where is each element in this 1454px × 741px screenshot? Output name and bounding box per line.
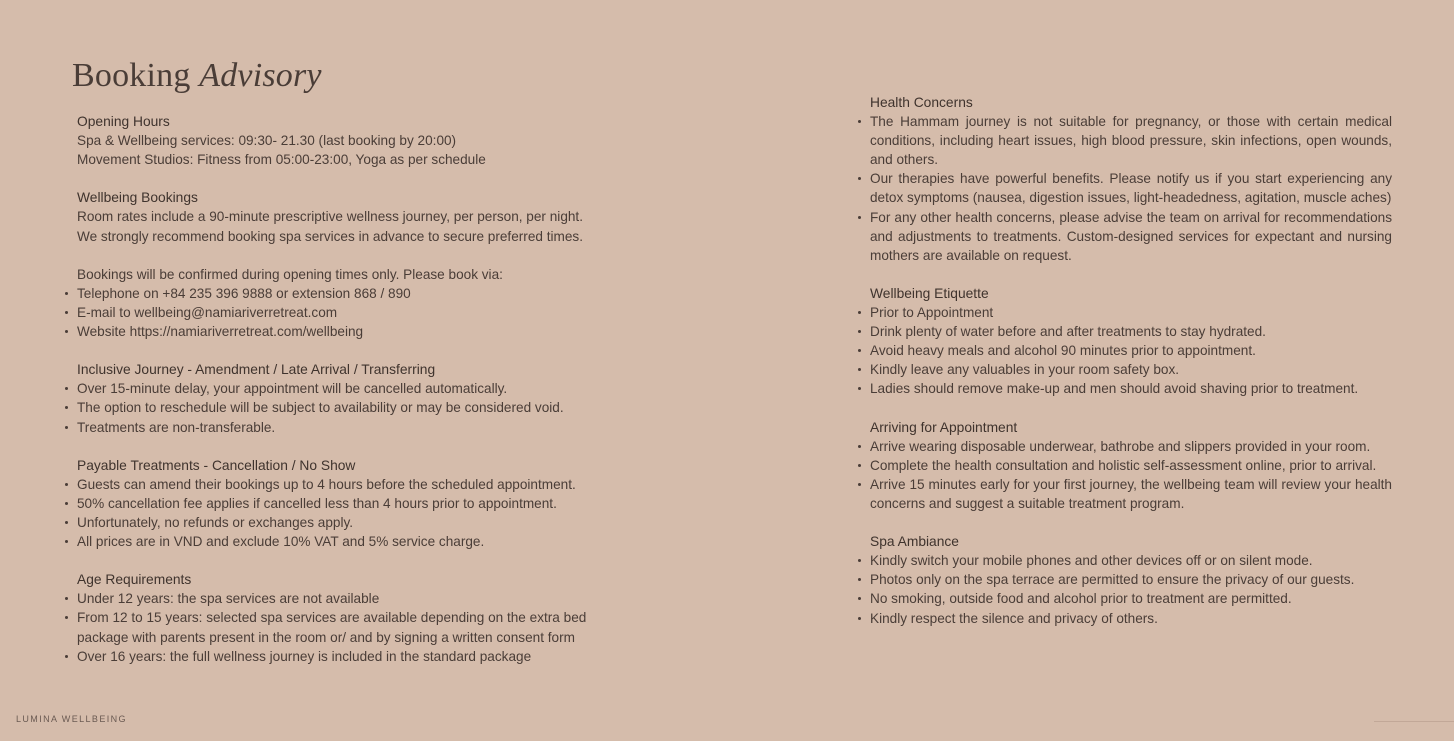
list-item: Website https://namiariverretreat.com/wellbeing (77, 322, 637, 341)
list-item: Kindly leave any valuables in your room safety box. (870, 360, 1392, 379)
left-column (77, 112, 637, 685)
text-line: Bookings will be confirmed during opening times only. Please book via: (77, 266, 503, 282)
list-item: The Hammam journey is not suitable for pregnancy, or those with certain medical conditions, including heart issues, high blood pressure, skin infections, open wounds, and others. (870, 112, 1392, 169)
payable-treatments-list (77, 475, 637, 551)
list-item: Kindly switch your mobile phones and other devices off or on silent mode. (870, 551, 1392, 570)
list-item: Avoid heavy meals and alcohol 90 minutes prior to appointment. (870, 341, 1392, 360)
inclusive-journey-list (77, 379, 637, 436)
text-line: Spa & Wellbeing services: 09:30- 21.30 (last booking by 20:00) (77, 133, 457, 149)
list-item: Guests can amend their bookings up to 4 hours before the scheduled appointment. (77, 475, 637, 494)
section-title: Wellbeing Bookings (77, 190, 198, 206)
list-item: Drink plenty of water before and after treatments to stay hydrated. (870, 322, 1392, 341)
section-wellbeing-etiquette (870, 284, 1392, 399)
list-item: Ladies should remove make-up and men should avoid shaving prior to treatment. (870, 379, 1392, 398)
section-title: Arriving for Appointment (870, 419, 1018, 435)
list-item: Treatments are non-transferable. (77, 418, 637, 437)
list-item: For any other health concerns, please advise the team on arrival for recommendations and adjustments to treatments. Custom-designed services for expectant and nursing mothers are available on request. (870, 208, 1392, 265)
page-title (72, 56, 322, 96)
list-item: Arrive 15 minutes early for your first journey, the wellbeing team will review your health concerns and suggest a suitable treatment program. (870, 475, 1392, 513)
footer-divider (1374, 721, 1454, 722)
section-title: Payable Treatments - Cancellation / No Show (77, 457, 356, 473)
title-italic: Advisory (199, 57, 322, 94)
list-item: E-mail to wellbeing@namiariverretreat.com (77, 303, 637, 322)
section-health-concerns (870, 93, 1392, 265)
list-item: 50% cancellation fee applies if cancelled less than 4 hours prior to appointment. (77, 494, 637, 513)
text-line: Movement Studios: Fitness from 05:00-23:00, Yoga as per schedule (77, 152, 486, 168)
wellbeing-etiquette-list (870, 303, 1392, 398)
section-title: Health Concerns (870, 95, 973, 110)
list-item: Over 15-minute delay, your appointment will be cancelled automatically. (77, 379, 637, 398)
section-title: Wellbeing Etiquette (870, 285, 989, 301)
age-requirements-list (77, 589, 637, 665)
right-column (870, 93, 1392, 647)
section-title: Inclusive Journey - Amendment / Late Arrival / Transferring (77, 362, 436, 378)
footer-brand: LUMINA WELLBEING (16, 714, 127, 724)
section-wellbeing-bookings (77, 188, 637, 341)
title-main: Booking (72, 57, 191, 94)
health-concerns-list (870, 112, 1392, 265)
list-item: Photos only on the spa terrace are permitted to ensure the privacy of our guests. (870, 570, 1392, 589)
section-title: Opening Hours (77, 114, 170, 129)
list-item: Arrive wearing disposable underwear, bathrobe and slippers provided in your room. (870, 437, 1392, 456)
list-item: Kindly respect the silence and privacy of others. (870, 609, 1392, 628)
booking-methods-list (77, 284, 637, 341)
section-title: Spa Ambiance (870, 534, 959, 550)
list-item: From 12 to 15 years: selected spa services are available depending on the extra bed package with parents present in the room or/ and by signing a written consent form (77, 608, 637, 646)
section-inclusive-journey (77, 360, 637, 436)
list-item: Over 16 years: the full wellness journey is included in the standard package (77, 647, 637, 666)
list-item: Unfortunately, no refunds or exchanges apply. (77, 513, 637, 532)
list-item: Complete the health consultation and holistic self-assessment online, prior to arrival. (870, 456, 1392, 475)
list-item: All prices are in VND and exclude 10% VAT and 5% service charge. (77, 532, 637, 551)
arriving-list (870, 437, 1392, 513)
list-item: Prior to Appointment (870, 303, 1392, 322)
text-line: Room rates include a 90-minute prescriptive wellness journey, per person, per night. (77, 209, 583, 225)
spa-ambiance-list (870, 551, 1392, 627)
list-item: No smoking, outside food and alcohol prior to treatment are permitted. (870, 589, 1392, 608)
section-arriving (870, 418, 1392, 513)
section-spa-ambiance (870, 532, 1392, 627)
text-line: We strongly recommend booking spa services in advance to secure preferred times. (77, 228, 583, 244)
list-item: The option to reschedule will be subject to availability or may be considered void. (77, 398, 637, 417)
list-item: Telephone on +84 235 396 9888 or extension 868 / 890 (77, 284, 637, 303)
section-title: Age Requirements (77, 572, 192, 588)
list-item: Under 12 years: the spa services are not available (77, 589, 637, 608)
list-item: Our therapies have powerful benefits. Please notify us if you start experiencing any detox symptoms (nausea, digestion issues, light-headedness, agitation, muscle aches) (870, 169, 1392, 207)
section-age-requirements (77, 570, 637, 665)
section-payable-treatments (77, 456, 637, 551)
section-opening-hours (77, 112, 637, 169)
